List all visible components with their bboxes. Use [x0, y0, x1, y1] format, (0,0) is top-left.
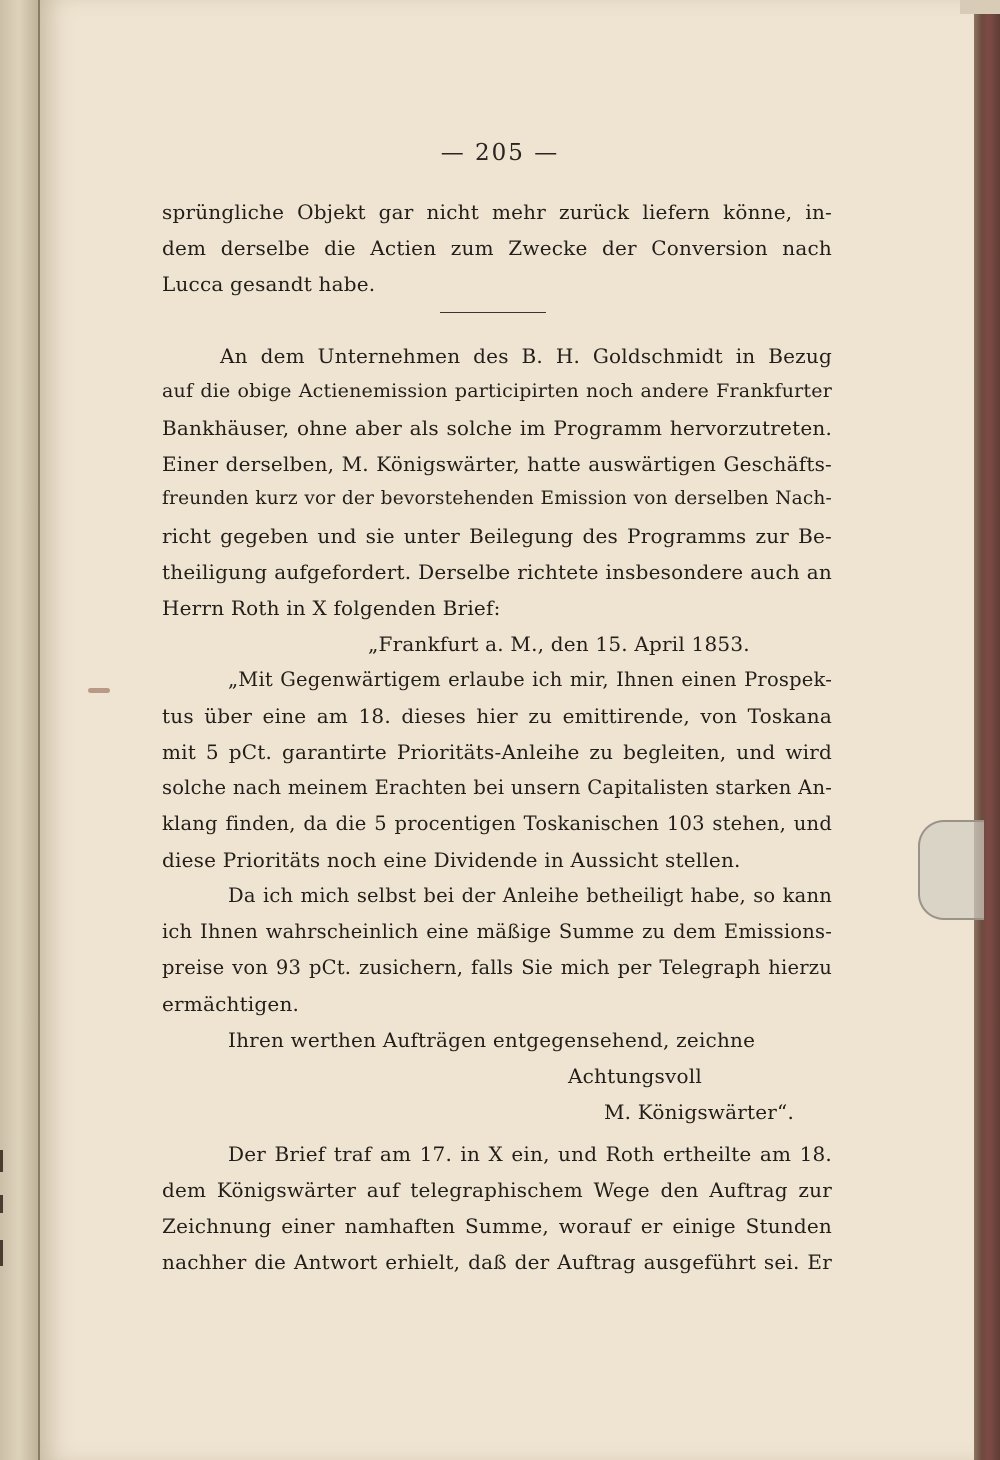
facing-page-mark — [0, 1240, 3, 1266]
facing-page-mark — [0, 1150, 3, 1172]
text-line: diese Prioritäts noch eine Dividende in Aussicht stellen. — [162, 848, 741, 872]
text-line: richt gegeben und sie unter Beilegung des Programms zur Be- — [162, 524, 832, 548]
text-line: „Mit Gegenwärtigem erlaube ich mir, Ihnen einen Prospek- — [228, 668, 832, 691]
text-line: Zeichnung einer namhaften Summe, worauf er einige Stunden — [162, 1214, 832, 1238]
text-line: dem Königswärter auf telegraphischem Wege den Auftrag zur — [162, 1178, 832, 1202]
text-line: Lucca gesandt habe. — [162, 272, 376, 296]
ink-smudge — [88, 688, 110, 693]
text-line: Da ich mich selbst bei der Anleihe betheiligt habe, so kann — [228, 884, 832, 907]
facing-page-mark — [0, 1195, 3, 1213]
text-line: mit 5 pCt. garantirte Prioritäts-Anleihe zu begleiten, und wird — [162, 740, 832, 764]
section-divider — [440, 312, 546, 313]
text-line: preise von 93 pCt. zusichern, falls Sie mich per Telegraph hierzu — [162, 956, 832, 979]
letter-closing: Ihren werthen Aufträgen entgegensehend, zeichne — [228, 1028, 756, 1052]
text-line: freunden kurz vor der bevorstehenden Emission von derselben Nach- — [162, 488, 832, 509]
text-line: klang finden, da die 5 procentigen Toskanischen 103 stehen, und — [162, 812, 832, 835]
text-line: sprüngliche Objekt gar nicht mehr zurück liefern könne, in- — [162, 200, 832, 224]
text-line: Herrn Roth in X folgenden Brief: — [162, 596, 501, 620]
page-tab-clip — [918, 820, 984, 920]
page-number-header: — 205 — — [440, 140, 560, 166]
letter-dateline: „Frankfurt a. M., den 15. April 1853. — [368, 632, 750, 656]
text-line: ich Ihnen wahrscheinlich eine mäßige Summe zu dem Emissions- — [162, 920, 832, 943]
text-line: An dem Unternehmen des B. H. Goldschmidt in Bezug — [220, 344, 832, 368]
text-line: theiligung aufgefordert. Derselbe richtete insbesondere auch an — [162, 560, 832, 584]
text-line: tus über eine am 18. dieses hier zu emittirende, von Toskana — [162, 704, 832, 728]
page-corner — [960, 0, 1000, 14]
text-line: Der Brief traf am 17. in X ein, und Roth ertheilte am 18. — [228, 1142, 832, 1166]
page-block-edge — [974, 0, 1000, 1460]
facing-page-edge — [0, 0, 40, 1460]
letter-signature: M. Königswärter“. — [604, 1100, 795, 1124]
letter-salutation: Achtungsvoll — [568, 1064, 702, 1088]
text-line: ermächtigen. — [162, 992, 300, 1016]
text-line: dem derselbe die Actien zum Zwecke der Conversion nach — [162, 236, 832, 260]
text-line: Einer derselben, M. Königswärter, hatte auswärtigen Geschäfts- — [162, 452, 832, 476]
text-line: Bankhäuser, ohne aber als solche im Programm hervorzutreten. — [162, 416, 832, 440]
text-line: solche nach meinem Erachten bei unsern Capitalisten starken An- — [162, 776, 832, 799]
text-line: auf die obige Actienemission participirten noch andere Frankfurter — [162, 380, 832, 402]
text-line: nachher die Antwort erhielt, daß der Auftrag ausgeführt sei. Er — [162, 1250, 832, 1274]
